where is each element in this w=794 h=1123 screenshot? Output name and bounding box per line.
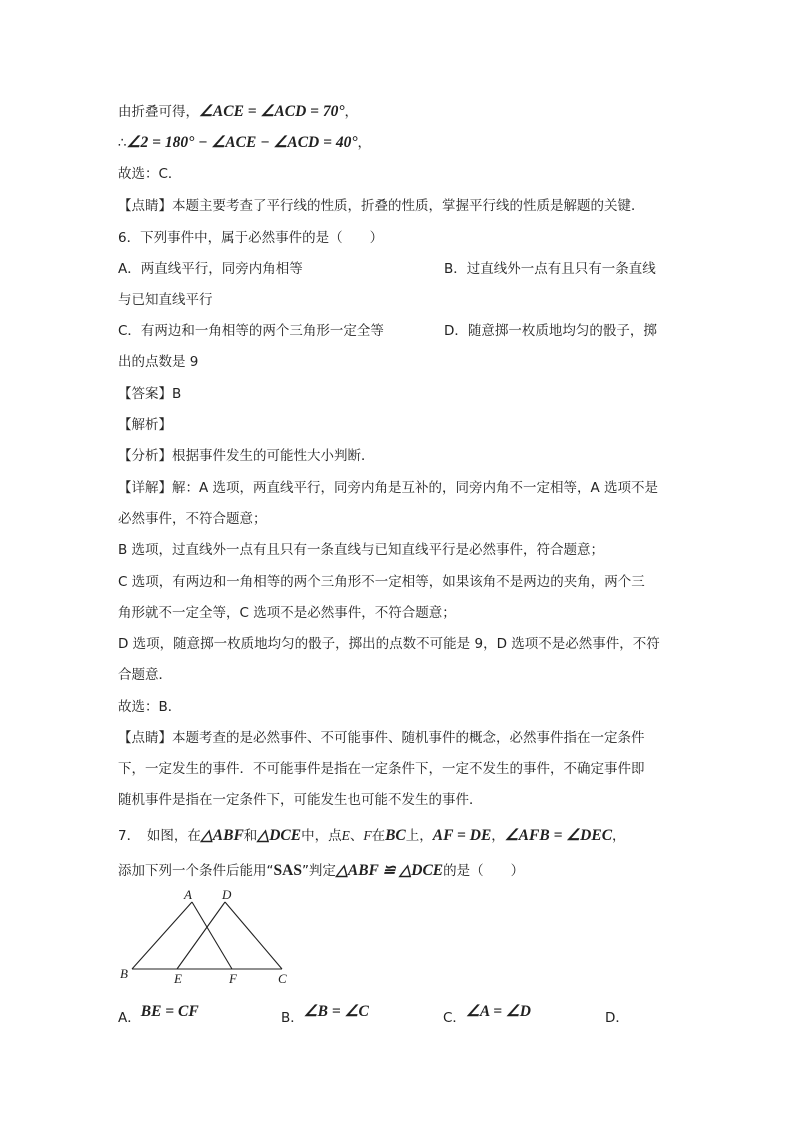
- segment-d-c: [225, 902, 282, 969]
- segment-a-b: [132, 902, 192, 969]
- q7-text: 中，点: [301, 828, 342, 844]
- therefore-symbol: ∴: [118, 135, 127, 151]
- q7-text: ”判定: [301, 863, 336, 879]
- q7-text: 上，: [405, 828, 433, 844]
- prev-answer: 故选：C．: [118, 166, 182, 182]
- q7-stem-line-2: [118, 862, 524, 880]
- sas-label: SAS: [273, 862, 302, 879]
- angle-equation-1: ∠ACE = ∠ACD = 70°: [199, 103, 345, 120]
- q7-text: 的是（ ）: [443, 863, 525, 879]
- option-c-math: ∠A = ∠D: [465, 1003, 531, 1020]
- q6-detail-4: C 选项，有两边和一角相等的两个三角形不一定相等，如果该角不是两边的夹角，两个三: [118, 574, 645, 590]
- q6-option-c: C．有两边和一角相等的两个三角形一定全等: [118, 323, 384, 339]
- segment-bc: BC: [385, 827, 406, 844]
- congruence-statement: △ABF ≌ △DCE: [335, 862, 444, 879]
- prev-line-1: [118, 103, 358, 121]
- q7-option-a: [118, 1003, 199, 1027]
- q6-jiexi: 【解析】: [118, 417, 172, 433]
- option-d-label: D．: [605, 1010, 629, 1026]
- q6-comment-3: 随机事件是指在一定条件下，可能发生也可能不发生的事件．: [118, 792, 483, 808]
- option-a-math: BE = CF: [140, 1003, 199, 1020]
- q6-comment-2: 下，一定发生的事件．不可能事件是指在一定条件下，一定不发生的事件，不确定事件即: [118, 761, 645, 777]
- q6-option-b: B．过直线外一点有且只有一条直线: [444, 261, 656, 277]
- angle-equation-2: ∠2 = 180° − ∠ACE − ∠ACD = 40°: [126, 134, 358, 151]
- q7-stem-line-1: [118, 827, 626, 845]
- point-e: E: [341, 828, 350, 843]
- q7-text: 添加下列一个条件后能用“: [118, 863, 274, 879]
- q6-option-d: D．随意掷一枚质地均匀的骰子，掷: [444, 323, 657, 339]
- q6-choose: 故选：B．: [118, 699, 182, 715]
- triangle-dce: △DCE: [257, 827, 302, 844]
- label-e: E: [174, 971, 182, 986]
- prev-line-2: [118, 134, 371, 152]
- q7-option-c: [443, 1003, 531, 1027]
- label-d: D: [222, 887, 232, 902]
- label-a: A: [184, 887, 192, 902]
- q6-detail-2: 必然事件，不符合题意；: [118, 511, 267, 527]
- q7-text: 、: [349, 828, 364, 844]
- q6-detail-7: 合题意．: [118, 667, 172, 683]
- q6-detail-1: 【详解】解：A 选项，两直线平行，同旁内角是互补的，同旁内角不一定相等，A 选项不是: [118, 480, 659, 496]
- q7-option-b: [281, 1003, 369, 1027]
- option-b-label: B．: [281, 1010, 304, 1026]
- equation-af-de: AF = DE: [432, 827, 492, 844]
- q6-option-a: A．两直线平行，同旁内角相等: [118, 261, 303, 277]
- segment-d-e: [177, 902, 225, 969]
- option-b-math: ∠B = ∠C: [303, 1003, 369, 1020]
- q7-option-d: [605, 1009, 629, 1027]
- prev-comment: 【点睛】本题主要考查了平行线的性质，折叠的性质，掌握平行线的性质是解题的关键．: [118, 198, 645, 214]
- label-b: B: [120, 966, 128, 981]
- segment-a-f: [192, 902, 232, 969]
- q6-analysis: 【分析】根据事件发生的可能性大小判断．: [118, 448, 375, 464]
- option-a-label: A．: [118, 1010, 141, 1026]
- label-f: F: [229, 971, 237, 986]
- q7-text: 和: [243, 828, 258, 844]
- comma: ，: [357, 135, 372, 151]
- q6-comment-1: 【点睛】本题考查的是必然事件、不可能事件、随机事件的概念，必然事件指在一定条件: [118, 730, 645, 746]
- triangle-figure: [110, 885, 300, 990]
- equation-angles: ∠AFB = ∠DEC: [504, 827, 613, 844]
- label-c: C: [278, 971, 287, 986]
- q7-number: 7． 如图，在: [118, 828, 201, 844]
- triangle-abf: △ABF: [200, 827, 244, 844]
- option-c-label: C．: [443, 1010, 466, 1026]
- comma: ，: [344, 104, 359, 120]
- q6-option-d-cont: 出的点数是 9: [118, 354, 199, 370]
- q6-stem: 6．下列事件中，属于必然事件的是（ ）: [118, 230, 384, 246]
- point-f: F: [363, 828, 372, 843]
- q6-detail-5: 角形就不一定全等，C 选项不是必然事件，不符合题意；: [118, 605, 456, 621]
- q6-detail-3: B 选项，过直线外一点有且只有一条直线与已知直线平行是必然事件，符合题意；: [118, 542, 605, 558]
- q7-text: ，: [612, 828, 626, 844]
- prev-line-1-prefix: 由折叠可得，: [118, 104, 199, 120]
- q6-answer: 【答案】B: [118, 386, 182, 402]
- q6-detail-6: D 选项，随意掷一枚质地均匀的骰子，掷出的点数不可能是 9，D 选项不是必然事件，不符: [118, 636, 660, 652]
- q6-option-b-cont: 与已知直线平行: [118, 292, 213, 308]
- q7-text: ，: [491, 828, 505, 844]
- q7-text: 在: [371, 828, 386, 844]
